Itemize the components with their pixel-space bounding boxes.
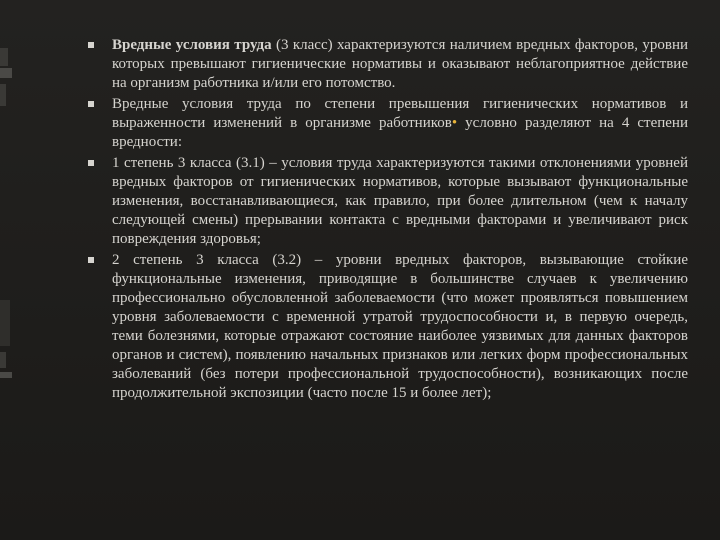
decorative-stripe — [0, 48, 8, 66]
decorative-stripe — [0, 84, 6, 106]
bullet-text: Вредные условия труда по степени превышения гигиенических нормативов и выраженности изменений в организме работников — [112, 96, 688, 131]
bullet-text-continued: условно разделяют на 4 степени вредности: — [112, 115, 688, 150]
bullet-text: (3 класс) характеризуются наличием вредных факторов, уровни которых превышают гигиенические нормативы и оказывают неблагоприятное действие на организм работника и/или его потомство. — [112, 37, 688, 91]
bullet-square-icon — [88, 160, 94, 166]
bullet-item-harmful-conditions — [88, 36, 688, 93]
bullet-square-icon — [88, 42, 94, 48]
decorative-stripe — [0, 372, 12, 378]
term-harmful-conditions: Вредные условия труда — [112, 37, 272, 53]
slide-body — [88, 36, 688, 405]
decorative-stripe — [0, 352, 6, 368]
bullet-list — [88, 36, 688, 403]
bullet-square-icon — [88, 101, 94, 107]
bullet-text: 2 степень 3 класса (3.2) – уровни вредных факторов, вызывающие стойкие функциональные изменения, приводящие в большинстве случаев к увеличению профессионально обусловленной заболеваемости (что может проявляться повышением уровня заболеваемости с временной утратой трудоспособности и, в первую очередь, теми болезнями, которые отражают состояние наиболее уязвимых для данных факторов органов и систем), появлению начальных признаков или легких форм профессиональных заболеваний (без потери профессиональной трудоспособности), возникающих после продолжительной экспозиции (часто после 15 и более лет); — [112, 252, 688, 401]
bullet-square-icon — [88, 257, 94, 263]
accent-dot-marker: • — [451, 115, 458, 131]
bullet-item-degree-3-1 — [88, 154, 688, 249]
bullet-item-degree-3-2 — [88, 251, 688, 403]
decorative-stripe — [0, 300, 10, 346]
bullet-text: 1 степень 3 класса (3.1) – условия труда характеризуются такими отклонениями уровней вредных факторов от гигиенических нормативов, которые вызывают функциональные изменения, восстанавливающиеся, как правило, при более длительном (чем к началу следующей смены) прерывании контакта с вредными факторами и увеличивают риск повреждения здоровья; — [112, 155, 688, 247]
decorative-stripe — [0, 68, 12, 78]
bullet-item-degrees — [88, 95, 688, 152]
